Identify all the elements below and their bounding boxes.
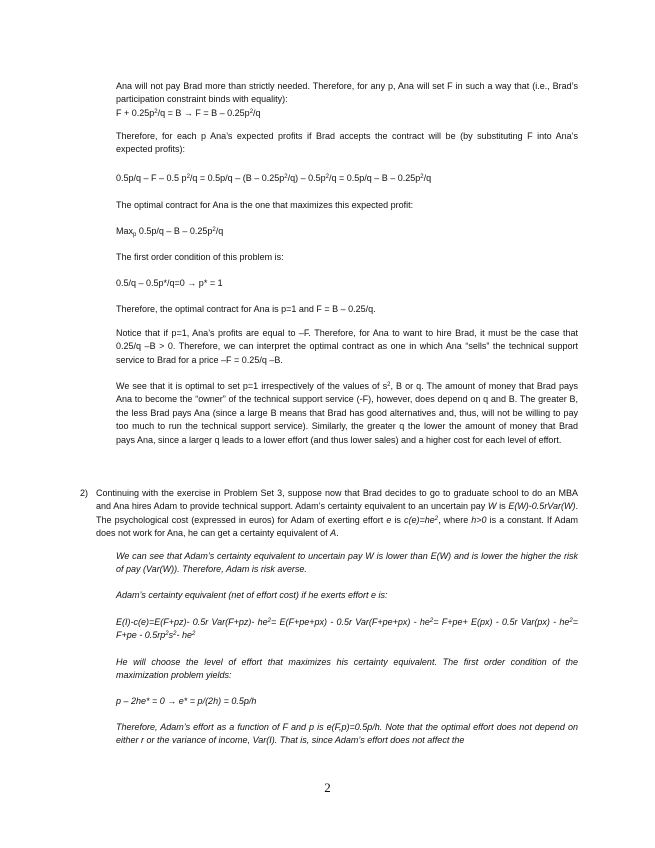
page-number: 2 bbox=[324, 780, 331, 795]
answer-certainty-equivalent-intro: Adam’s certainty equivalent (net of effort cost) if he exerts effort e is: bbox=[116, 590, 388, 600]
question-2-text: Continuing with the exercise in Problem Set 3, suppose now that Brad decides to go to graduate school to do an MBA and Ana hires Adam to provide technical support. Adam’s certainty equivalent to an uncertain pay W is E(W)-0.5rVar(W). The psychological cost (expressed in euros) for Adam of exerting effort e is $c(e)=he^2$, where h>0 is a constant. If Adam does not work for Ana, he can get a certainty equivalent of A. bbox=[96, 488, 578, 539]
answer-maximize-effort: He will choose the level of effort that maximizes his certainty equivalent. The first order condition of the maximization problem yields: bbox=[116, 657, 578, 681]
equation-maximization: Max$_p$ 0.5p/q – B – $0.25p^2/q$ bbox=[116, 226, 224, 238]
equation-effort-foc: p – 2he* = 0 → e* = p/(2h) = 0.5p/h bbox=[116, 696, 257, 706]
paragraph-optimal-contract: The optimal contract for Ana is the one that maximizes this expected profit: bbox=[116, 200, 414, 210]
equation-certainty-equivalent: E(I)-c(e)=E(F+pz)- 0.5r Var(F+pz)- $he^2= E(F+pe+px) - 0.5r$ $Var(F+pe+px) - he^2= F+pe+ E(px) - 0.5r$ $Var(px) - he^2= F+pe - 0.5rp^2s^2-$ $he^2$ bbox=[116, 617, 578, 641]
paragraph-notice: Notice that if p=1, Ana’s profits are equal to –F. Therefore, for Ana to want to hire Brad, it must be the case that 0.25/q –B > 0. Therefore, we can interpret the optimal contract as one in which Ana “sells” the technical support service to Brad for a price –F = 0.25/q –B. bbox=[116, 328, 578, 365]
paragraph-optimal-result: Therefore, the optimal contract for Ana is p=1 and F = B – 0.25/q. bbox=[116, 304, 376, 314]
equation-expected-profits: 0.5p/q – F – 0.5 $p^2/q = 0.5p/q - (B - 0.25p^2/q) - 0.5p^2/q = 0.5p/q - B - 0.25p^2/q$ bbox=[116, 173, 432, 183]
equation-first-order: 0.5/q – 0.5p*/q=0 → p* = 1 bbox=[116, 278, 223, 288]
equation-participation: $F + 0.25p^2/q = B \to F = B - 0.25p^2/q$ bbox=[116, 108, 261, 118]
paragraph-expected-profits: Therefore, for each p Ana’s expected profits if Brad accepts the contract will be (by substituting F into Ana’s expected profits): bbox=[116, 131, 578, 155]
answer-effort-function: Therefore, Adam’s effort as a function of F and p is e(F,p)=0.5p/h. Note that the optimal effort does not depend on either r or the variance of income, Var(I). That is, since Adam’s effort does not affect the bbox=[116, 722, 578, 746]
paragraph-participation: Ana will not pay Brad more than strictly needed. Therefore, for any p, Ana will set F in such a way that (i.e., Brad’s participation constraint binds with equality): bbox=[116, 81, 578, 105]
question-number: 2) bbox=[80, 488, 89, 498]
paragraph-we-see: We see that it is optimal to set p=1 irrespectively of the values of $s^2$, B or q. The amount of money that Brad pays Ana to become the “owner” of the technical support service (-F), however, does depend on q and B. The greater B, the less Brad pays Ana (since a large B means that Brad has good alternatives and, thus, will not be willing to pay too much to run the technical support service). Similarly, the greater q the lower the amount of money that Brad pays Ana, since a larger q leads to a lower effort (and thus lower sales) and a higher cost for each level of effort. bbox=[116, 381, 578, 445]
paragraph-first-order: The first order condition of this problem is: bbox=[116, 252, 284, 262]
answer-risk-averse: We can see that Adam’s certainty equivalent to uncertain pay W is lower than E(W) and is lower the higher the risk of pay (Var(W)). Therefore, Adam is risk averse. bbox=[116, 551, 578, 575]
